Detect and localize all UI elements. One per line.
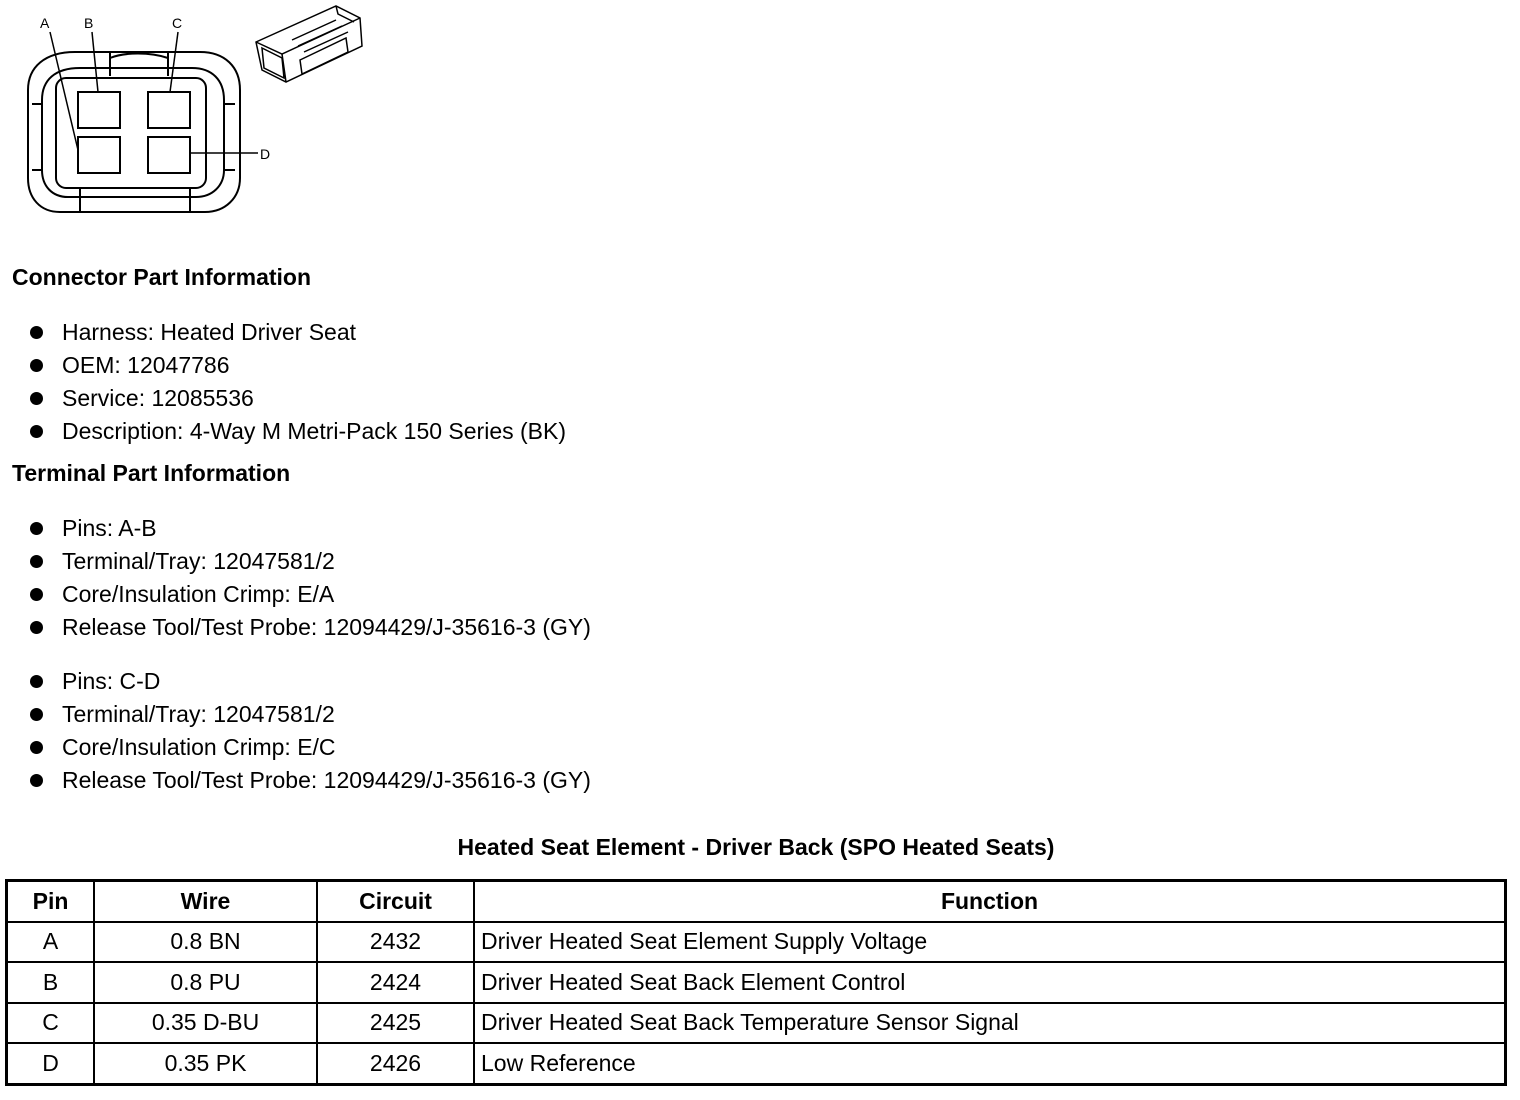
connector-info-title: Connector Part Information [12,264,312,290]
cell-wire: 0.8 PU [94,962,317,1003]
bullet-icon [30,774,43,787]
cell-pin: C [7,1003,95,1044]
bullet-icon [30,588,43,601]
bullet-icon [30,522,43,535]
bullet-icon [30,708,43,721]
cell-pin: B [7,962,95,1003]
list-item [26,611,591,644]
list-item-text: Terminal/Tray: 12047581/2 [62,548,335,574]
table-header-row [7,881,1506,922]
list-item [26,578,591,611]
list-item-text: Core/Insulation Crimp: E/A [62,581,335,607]
list-item [26,764,591,797]
pin-label-a: A [40,15,50,31]
list-item-text: Terminal/Tray: 12047581/2 [62,701,335,727]
list-item-text: Pins: A-B [62,515,157,541]
pin-label-b: B [84,15,94,31]
list-item-text: Service: 12085536 [62,385,254,411]
cell-wire: 0.35 D-BU [94,1003,317,1044]
bullet-icon [30,326,43,339]
list-item-text: Description: 4-Way M Metri-Pack 150 Series (BK) [62,418,567,444]
table-row [7,1043,1506,1084]
bullet-icon [30,425,43,438]
list-item [26,665,591,698]
terminal-info-list-1 [26,512,591,644]
bullet-icon [30,392,43,405]
list-item [26,545,591,578]
pin-label-c: C [172,15,183,31]
bullet-icon [30,359,43,372]
table-row [7,962,1506,1003]
cell-circuit: 2424 [317,962,474,1003]
pin-table [5,879,1507,1086]
list-item-text: Harness: Heated Driver Seat [62,319,357,345]
cell-circuit: 2425 [317,1003,474,1044]
table-row [7,922,1506,963]
bullet-icon [30,675,43,688]
cell-wire: 0.35 PK [94,1043,317,1084]
bullet-icon [30,555,43,568]
bullet-icon [30,621,43,634]
bullet-icon [30,741,43,754]
cell-pin: A [7,922,95,963]
list-item [26,382,566,415]
list-item [26,512,591,545]
table-row [7,1003,1506,1044]
pin-table-title: Heated Seat Element - Driver Back (SPO Heated Seats) [457,834,1055,860]
terminal-info-list-2 [26,665,591,797]
header-circuit: Circuit [317,881,474,922]
cell-pin: D [7,1043,95,1084]
cavity-d [148,137,190,173]
cell-circuit: 2426 [317,1043,474,1084]
connector-info-list [26,316,566,448]
list-item-text: Core/Insulation Crimp: E/C [62,734,336,760]
header-wire: Wire [94,881,317,922]
cavity-c [148,92,190,128]
terminal-info-title: Terminal Part Information [12,460,291,486]
cell-function: Driver Heated Seat Element Supply Voltage [474,922,1506,963]
cavity-b [78,92,120,128]
list-item-text: OEM: 12047786 [62,352,230,378]
list-item [26,349,566,382]
pin-label-d: D [260,146,271,162]
list-item [26,731,591,764]
list-item-text: Pins: C-D [62,668,161,694]
cavity-a [78,137,120,173]
connector-diagram [0,0,380,220]
list-item-text: Release Tool/Test Probe: 12094429/J-35616-3 (GY) [62,614,591,640]
list-item [26,316,566,349]
cell-function: Low Reference [474,1043,1506,1084]
list-item [26,415,566,448]
list-item [26,698,591,731]
cell-function: Driver Heated Seat Back Temperature Sensor Signal [474,1003,1506,1044]
list-item-text: Release Tool/Test Probe: 12094429/J-35616-3 (GY) [62,767,591,793]
header-function: Function [474,881,1506,922]
connector-3d-icon [256,6,362,82]
header-pin: Pin [7,881,95,922]
cell-circuit: 2432 [317,922,474,963]
cell-wire: 0.8 BN [94,922,317,963]
cell-function: Driver Heated Seat Back Element Control [474,962,1506,1003]
